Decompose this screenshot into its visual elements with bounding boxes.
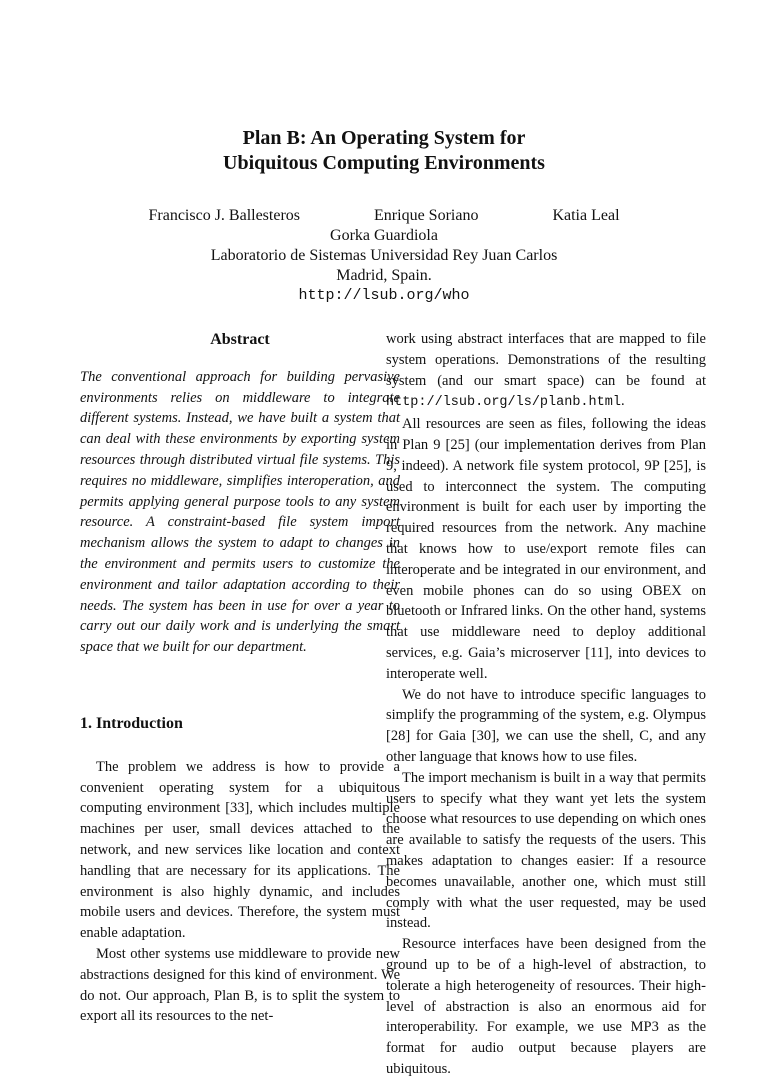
paper-title bbox=[0, 126, 768, 176]
right-paragraph-4: Resource interfaces have been designed from the ground up to be of a high-level of abstraction, to tolerate a high heterogeneity of resources. Their high-level of abstraction is also an enormous aid for interoperability. For example, we use MP3 as the format for audio output because players are ubiquitous. bbox=[386, 936, 706, 1077]
author-name: Enrique Soriano bbox=[374, 207, 479, 224]
abstract-heading: Abstract bbox=[210, 331, 270, 348]
author-url[interactable]: http://lsub.org/who bbox=[298, 287, 470, 304]
left-column bbox=[80, 330, 400, 1027]
right-column bbox=[386, 329, 706, 1080]
title-line-1: Plan B: An Operating System for bbox=[242, 127, 526, 149]
location: Madrid, Spain. bbox=[336, 267, 432, 284]
intro-paragraph-2: Most other systems use middleware to provide new abstractions designed for this kind of environment. We do not. Our approach, Plan B, is to split the system to export all its resources to the net- bbox=[80, 945, 400, 1025]
continued-text-end: . bbox=[620, 393, 625, 410]
affiliation: Laboratorio de Sistemas Universidad Rey Juan Carlos bbox=[210, 247, 558, 264]
author-name: Katia Leal bbox=[552, 207, 620, 224]
author-name-second-line: Gorka Guardiola bbox=[330, 227, 438, 244]
author-names bbox=[0, 206, 768, 226]
right-paragraph-2: We do not have to introduce specific languages to simplify the programming of the system, e.g. Olympus [28] for Gaia [30], we can use the shell, C, and any other language that knows how to use files. bbox=[386, 686, 706, 765]
right-paragraph-3: The import mechanism is built in a way that permits users to specify what they want yet lets the system choose what resources to use depending on which ones are available to satisfy the requests of the users. This makes adaptation to changes easier: If a resource becomes unavailable, another one, which must still comply with what the user requested, may be used instead. bbox=[386, 769, 706, 932]
author-block bbox=[0, 206, 768, 306]
abstract-text: The conventional approach for building pervasive environments relies on middleware to integrate different systems. Instead, we have built a system that can deal with these environments by exporting system resources through distributed virtual file systems. This requires no middleware, simplifies interoperation, and permits applying general purpose tools to any system resource. A constraint-based file system import mechanism allows the system to adapt to changes in the environment and permits users to customize the environment and tailor adaptation according to their needs. The system has been in use for over a year to carry out our daily work and is underlying the smart space that we built for our department. bbox=[80, 368, 400, 656]
intro-paragraph-1: The problem we address is how to provide a convenient operating system for a ubiquitous computing environment [33], which includes multiple machines per user, small devices attached to the network, and new services like location and context handling that are necessary for its applications. The environment is also highly dynamic, and includes mobile users and devices. Therefore, the system must enable adaptation. bbox=[80, 758, 400, 942]
title-line-2: Ubiquitous Computing Environments bbox=[223, 152, 545, 174]
right-paragraph-1: All resources are seen as files, following the ideas in Plan 9 [25] (our implementation derives from Plan 9, indeed). A network file system protocol, 9P [25], is used to interconnect the system. The computing environment is built for each user by importing the required resources from the network. Any machine that knows how to use/export remote files can interoperate and be integrated in our environment, and even mobile phones can do so using OBEX on bluetooth or Infrared links. On the other hand, systems that use middleware need to deploy additional services, e.g. Gaia’s microserver [11], into devices to interoperate well. bbox=[386, 416, 706, 682]
author-name: Francisco J. Ballesteros bbox=[148, 207, 301, 224]
section-heading-introduction: 1. Introduction bbox=[80, 714, 183, 732]
right-paragraph-continued bbox=[386, 329, 706, 414]
continued-text: work using abstract interfaces that are mapped to file system operations. Demonstrations of the resulting system (and our smart space) can be found at bbox=[386, 331, 706, 389]
demo-url[interactable]: http://lsub.org/ls/planb.html bbox=[386, 395, 621, 411]
